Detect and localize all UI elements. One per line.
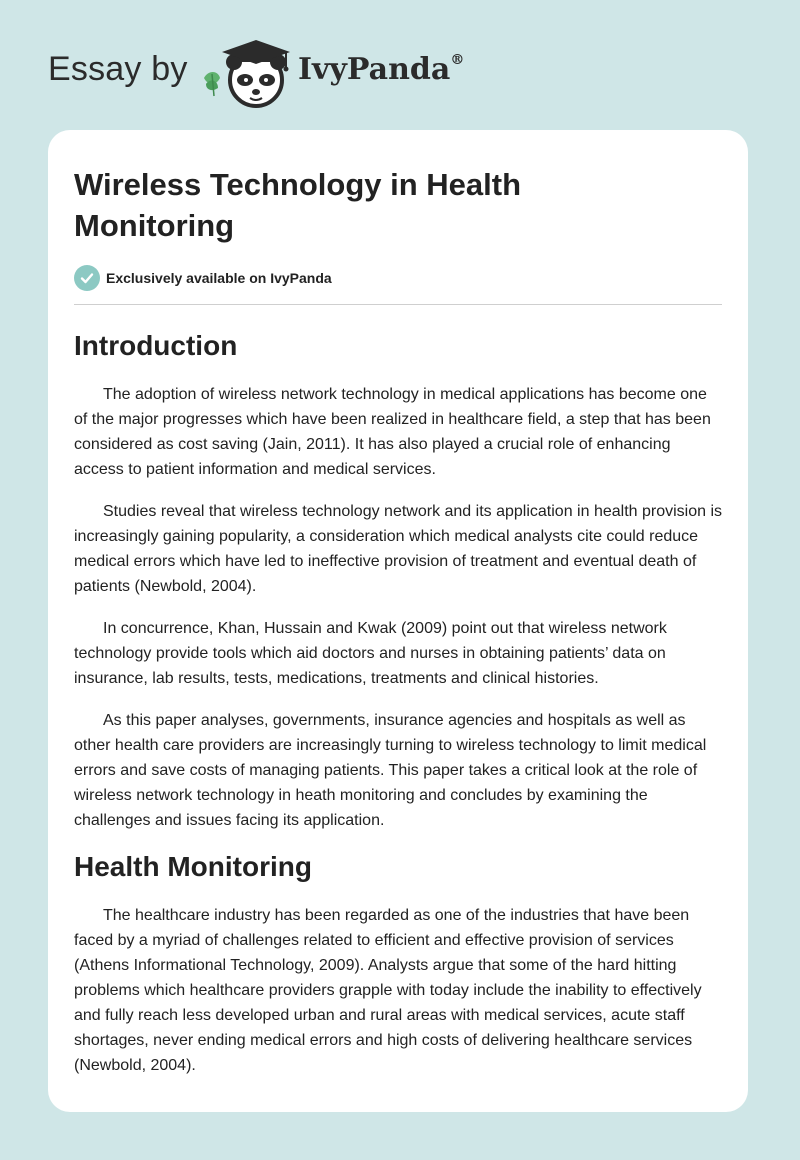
divider xyxy=(74,304,722,305)
registered-mark: ® xyxy=(450,52,465,68)
paragraph: The healthcare industry has been regarded as one of the industries that have been faced by a myriad of challenges related to efficient and effective provision of services (Athens Informational Technology, 2009). Analysts argue that some of the hard hitting problems which healthcare providers grapple with today include the inability to effectively and fully reach less developed urban and rural areas with medical services, acute staff shortages, never ending medical errors and high costs of delivering healthcare services (Newbold, 2004). xyxy=(74,907,702,1074)
exclusive-badge xyxy=(74,265,722,291)
panda-graduate-icon[interactable] xyxy=(200,34,296,110)
site-header xyxy=(0,0,800,130)
page-title: Wireless Technology in Health Monitoring xyxy=(74,167,522,243)
essay-card xyxy=(48,130,748,1112)
check-circle-icon xyxy=(74,265,100,291)
brand-name-text: IvyPanda xyxy=(298,52,451,87)
section-heading-health-monitoring: Health Monitoring xyxy=(74,851,312,882)
essay-by-label: Essay by xyxy=(48,50,188,88)
paragraph: Studies reveal that wireless technology network and its application in health provision is increasingly gaining popularity, a consideration which medical analysts cite could reduce medical errors which have led to ineffective provision of treatment and eventual death of patients (Newbold, 2004). xyxy=(74,503,723,595)
paragraph: The adoption of wireless network technology in medical applications has become one of the major progresses which have been realized in healthcare field, a step that has been considered as cost saving (Jain, 2011). It has also played a crucial role of enhancing access to patient information and medical services. xyxy=(74,386,711,478)
exclusive-label: Exclusively available on IvyPanda xyxy=(106,270,332,286)
ivypanda-wordmark[interactable] xyxy=(298,52,464,87)
section-heading-introduction: Introduction xyxy=(74,330,238,361)
paragraph: In concurrence, Khan, Hussain and Kwak (2009) point out that wireless network technology provide tools which aid doctors and nurses in obtaining patients’ data on insurance, lab results, tests, medications, treatments and clinical histories. xyxy=(74,620,667,687)
paragraph: As this paper analyses, governments, insurance agencies and hospitals as well as other health care providers are increasingly turning to wireless technology to limit medical errors and save costs of managing patients. This paper takes a critical look at the role of wireless network technology in heath monitoring and concludes by examining the challenges and issues facing its application. xyxy=(74,712,707,829)
